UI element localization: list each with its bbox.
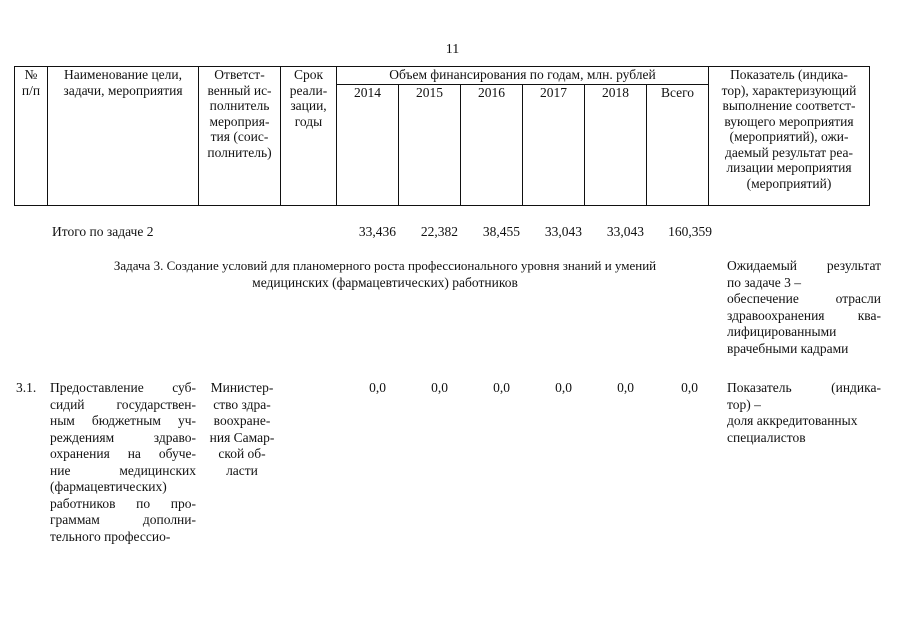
header-term: Срок реали- зации, годы: [281, 67, 337, 206]
row31-2017: 0,0: [555, 380, 572, 395]
total-task2-2016: 38,455: [482, 224, 520, 239]
task3-expected-result: Ожидаемый результат по задаче 3 – обеспечение отрасли здравоохранения ква- лифицированными врачебными кадрами: [727, 258, 881, 356]
total-task2-2018: 33,043: [606, 224, 644, 239]
header-year-2014: 2014: [337, 85, 399, 206]
task3-title: Задача 3. Создание условий для планомерного роста профессионального уровня знаний и умений медицинских (фармацевтических) работников: [113, 258, 657, 290]
header-year-2015: 2015: [399, 85, 461, 206]
header-year-2018: 2018: [585, 85, 647, 206]
total-task2-2015: 22,382: [420, 224, 458, 239]
row31-2016: 0,0: [493, 380, 510, 395]
total-task2-2014: 33,436: [358, 224, 396, 239]
row31-total: 0,0: [681, 380, 698, 395]
total-task2-label: Итого по задаче 2: [52, 224, 154, 239]
row31-2015: 0,0: [431, 380, 448, 395]
row31-indicator: Показатель (индика- тор) – доля аккредитованных специалистов: [727, 380, 881, 445]
header-indicator: Показатель (индика- тор), характеризующий выполнение соответст- вующего мероприятия (мероприятий), ожи- даемый результат реа- лизации мероприятия (мероприятий): [709, 67, 870, 206]
header-funding-title: Объем финансирования по годам, млн. рублей: [337, 67, 709, 85]
total-task2-sum: 160,359: [668, 224, 712, 239]
row31-responsible: Министер- ство здра- воохране- ния Самар- ской об- ласти: [209, 380, 275, 478]
row31-2014: 0,0: [369, 380, 386, 395]
row31-num: 3.1.: [16, 380, 37, 395]
header-year-2016: 2016: [461, 85, 523, 206]
table-header: [14, 66, 870, 206]
header-responsible: Ответст- венный ис- полнитель мероприя- тия (соис- полнитель): [199, 67, 281, 206]
header-year-2017: 2017: [523, 85, 585, 206]
page-number: 11: [445, 42, 460, 57]
header-name: Наименование цели, задачи, мероприятия: [48, 67, 199, 206]
row31-name: Предоставление суб- сидий государствен- ным бюджетным уч- реждениям здраво- охранения на обуче- ние медицинских (фармацевтических) работников по про- граммам дополни- тельного профессио-: [50, 380, 196, 544]
header-year-total: Всего: [647, 85, 709, 206]
total-task2-2017: 33,043: [544, 224, 582, 239]
header-num: № п/п: [15, 67, 48, 206]
row31-2018: 0,0: [617, 380, 634, 395]
